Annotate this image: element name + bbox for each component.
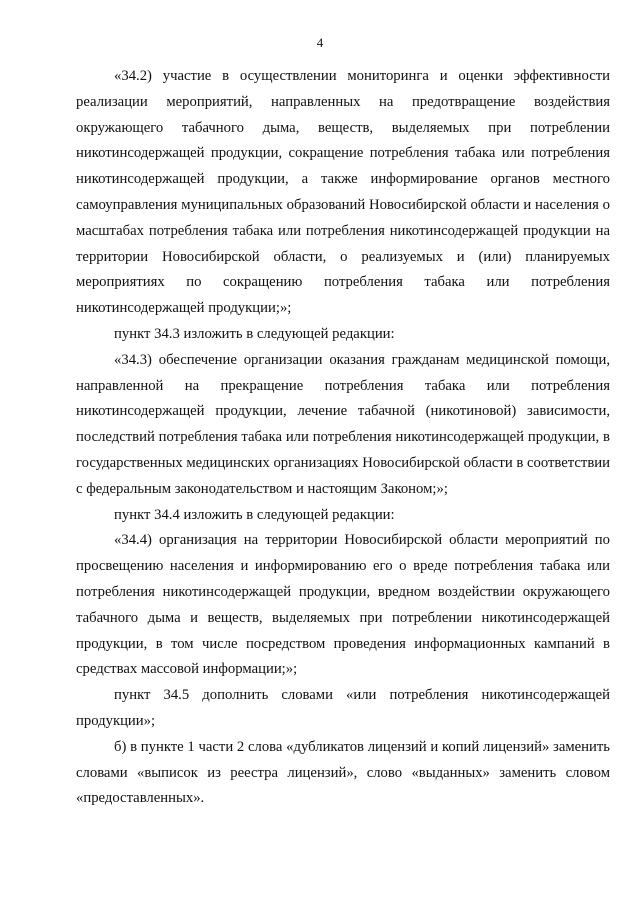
- paragraph-item-34-4: «34.4) организация на территории Новосибирской области мероприятий по просвещению населения и информированию его о вреде потребления табака или потребления никотинсодержащей продукции, вредном воздействии окружающего табачного дыма и веществ, выделяемых при потреблении никотинсодержащей продукции, в том числе посредством проведения информационных кампаний в средствах массовой информации;»;: [76, 532, 610, 678]
- paragraph-instruction-34-3: пункт 34.3 изложить в следующей редакции:: [114, 325, 395, 342]
- paragraph-instruction-34-5: пункт 34.5 дополнить словами «или потребления никотинсодержащей продукции»;: [76, 687, 610, 729]
- paragraph-instruction-34-4: пункт 34.4 изложить в следующей редакции:: [114, 506, 395, 523]
- paragraph-item-34-2: «34.2) участие в осуществлении мониторинга и оценки эффективности реализации мероприятий, направленных на предотвращение воздействия окружающего табачного дыма, веществ, выделяемых при потреблении никотинсодержащей продукции, сокращение потребления табака или потребления никотинсодержащей продукции, а также информирование органов местного самоуправления муниципальных образований Новосибирской области и населения о масштабах потребления табака или потребления никотинсодержащей продукции на территории Новосибирской области, о реализуемых и (или) планируемых мероприятиях по сокращению потребления табака или потребления никотинсодержащей продукции;»;: [76, 68, 610, 317]
- paragraph-item-34-3: «34.3) обеспечение организации оказания гражданам медицинской помощи, направленной на прекращение потребления табака или потребления никотинсодержащей продукции, лечение табачной (никотиновой) зависимости, последствий потребления табака или потребления никотинсодержащей продукции, в государственных медицинских организациях Новосибирской области в соответствии с федеральным законодательством и настоящим Законом;»;: [76, 351, 610, 497]
- document-body: [76, 64, 610, 812]
- page-number: 4: [316, 35, 324, 50]
- paragraph-subitem-b: б) в пункте 1 части 2 слова «дубликатов лицензий и копий лицензий» заменить словами «выписок из реестра лицензий», слово «выданных» заменить словом «предоставленных».: [76, 738, 610, 807]
